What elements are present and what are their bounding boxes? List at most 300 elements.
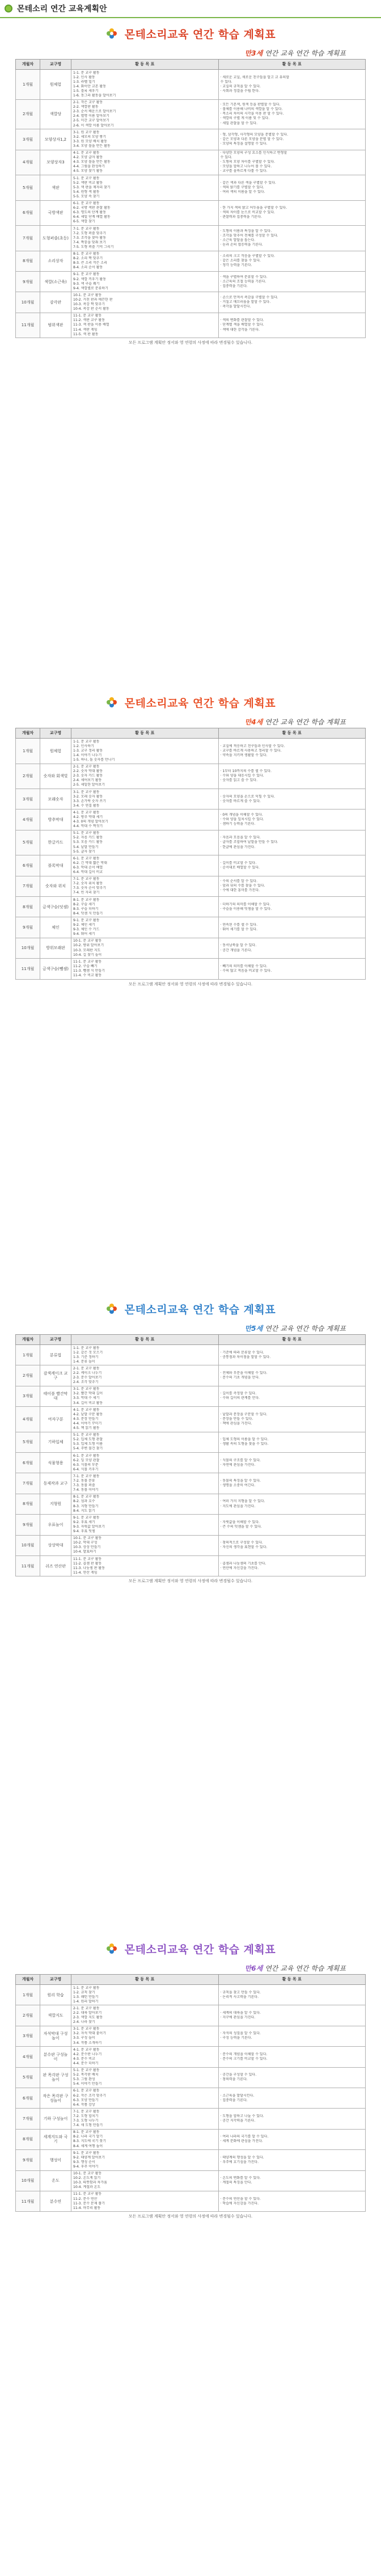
column-header: 개월차: [16, 728, 40, 739]
goal-line: · 셈하기 능력을 기른다.: [220, 822, 256, 827]
activity-line: 8-3. 구슬 더하기: [73, 907, 99, 911]
goals-cell: [218, 1535, 366, 1555]
column-header: 활 동 목 표: [71, 728, 219, 739]
month-cell: 1개월: [16, 1345, 40, 1365]
activity-line: 1-4. 분류 놀이: [73, 1359, 95, 1364]
section-subtitle-text: 연간 교육 연간 학습 계획표: [265, 1324, 346, 1333]
activity-line: 5-3. 모음 카드 활동: [73, 840, 103, 845]
unit-cell: 세계지도와 국기: [40, 2129, 71, 2149]
activity-line: 9-1. 분 교구 활동: [73, 272, 100, 277]
goals-cell: [218, 2109, 366, 2129]
unit-cell: 기하 구성놀이: [40, 2109, 71, 2129]
unit-cell: 행성이: [40, 2150, 71, 2170]
activity-line: 4-4. 막대 수 짝짓기: [73, 824, 103, 829]
activity-line: 1-3. 기준 정하기: [73, 1355, 99, 1359]
column-header: 교구명: [40, 1335, 71, 1345]
goal-line: · 모양을 합하고 나누어 볼 수 있다.: [220, 165, 272, 169]
activity-line: 7-2. 동물 분류: [73, 1479, 95, 1483]
goal-line: · 공간 지각력을 기른다.: [220, 2119, 256, 2123]
activities-cell: [71, 1386, 219, 1406]
goal-line: · 여러 나라의 국기를 알 수 있다.: [220, 2135, 269, 2139]
goals-cell: [218, 1386, 366, 1406]
activity-line: 10-2. 방위 알아보기: [73, 943, 104, 948]
month-cell: 11개월: [16, 2191, 40, 2211]
goal-line: · 생명을 소중히 여긴다.: [220, 1483, 256, 1488]
activity-line: 7-4. 빈 자리 찾기: [73, 891, 100, 895]
month-cell: 11개월: [16, 959, 40, 979]
activities-cell: [71, 1556, 219, 1576]
activity-line: 7-2. 도형 합치기: [73, 2114, 99, 2118]
activity-line: 10-1. 분 교구 활동: [73, 939, 102, 943]
unit-cell: 숫자와 위치: [40, 876, 71, 896]
unit-cell: 금색구슬(뺄셈): [40, 959, 71, 979]
month-cell: 4개월: [16, 2047, 40, 2067]
goal-line: · 교구를 바르게 사용하고 정리할 수 있다.: [220, 748, 282, 753]
table-row: [16, 251, 366, 271]
activity-line: 4-5. 책 읽기 활동: [73, 1426, 100, 1431]
unit-cell: 감각판: [40, 292, 71, 313]
month-cell: 10개월: [16, 292, 40, 313]
activity-line: 3-1. 분 교구 활동: [73, 790, 100, 794]
activity-line: 8-3. 큰 소리 작은 소리: [73, 261, 107, 265]
goal-line: · 생활 속의 도형을 찾을 수 있다.: [220, 1442, 269, 1447]
month-cell: 5개월: [16, 175, 40, 201]
activity-line: 3-1. 분 교구 활동: [73, 2027, 100, 2031]
table-row: [16, 1473, 366, 1494]
activity-line: 10-4. 촉감 판 순서 활동: [73, 307, 109, 311]
goals-cell: [218, 313, 366, 338]
activity-line: 5-2. 자음 카드 활동: [73, 836, 103, 840]
table-row: [16, 1345, 366, 1365]
table-row: [16, 876, 366, 896]
activity-line: 7-3. 동물 퍼즐: [73, 1483, 95, 1488]
month-cell: 6개월: [16, 855, 40, 876]
activities-cell: [71, 2191, 219, 2211]
activity-line: 5-2. 입체 도형 관찰: [73, 1437, 103, 1442]
activity-line: 11-4. 연산 게임: [73, 1570, 98, 1575]
activity-line: 5-3. 색 판을 제자리 찾기: [73, 185, 111, 189]
month-cell: 1개월: [16, 739, 40, 764]
column-header: 활 동 목 표: [218, 1975, 366, 1985]
activity-line: 7-2. 도형 퍼즐 맞추기: [73, 231, 107, 235]
goal-line: · 수의 순서를 알 수 있다.: [220, 879, 258, 884]
activity-line: 3-3. 구성 놀이: [73, 2036, 95, 2040]
activity-line: 10-4. 길 찾기 놀이: [73, 952, 102, 957]
month-cell: 3개월: [16, 129, 40, 150]
activity-line: 5-4. 주변 물건 찾기: [73, 1447, 103, 1451]
goals-cell: [218, 938, 366, 958]
goals-cell: [218, 959, 366, 979]
activities-cell: [71, 1535, 219, 1555]
activity-line: 7-4. 짝꿍을 맞춰 보기: [73, 240, 107, 244]
month-cell: 9개월: [16, 917, 40, 938]
goal-line: · 도형의 모양 차이를 구별할 수 있다.: [220, 160, 275, 165]
month-cell: 9개월: [16, 271, 40, 292]
section-banner-title: 몬테소리교육 연간 학습 계획표: [124, 1943, 276, 1956]
goal-line: · 사회과 정결을 수립 한다.: [220, 88, 260, 93]
table-header: [16, 1975, 366, 1985]
goal-line: · 색의 변화를 관찰할 수 있다.: [220, 318, 264, 323]
activity-line: 6-2. 잎 모양 관찰: [73, 1458, 100, 1462]
column-header: 활 동 목 표: [218, 1335, 366, 1345]
month-cell: 8개월: [16, 2129, 40, 2149]
activity-line: 11-3. 뺄셈 식 만들기: [73, 968, 105, 973]
table-row: [16, 313, 366, 338]
goal-line: · 자석의 성질을 알 수 있다.: [220, 2031, 261, 2036]
activity-line: 2-4. 조각 맞추기: [73, 1380, 99, 1385]
activity-line: 1-3. 교구 정리 활동: [73, 748, 103, 753]
column-header: 활 동 목 표: [71, 60, 219, 70]
goals-cell: [218, 2067, 366, 2088]
goals-cell: [218, 292, 366, 313]
flower-icon: [105, 1942, 118, 1955]
goals-cell: [218, 1407, 366, 1432]
goals-cell: [218, 271, 366, 292]
month-cell: 11개월: [16, 1556, 40, 1576]
activities-cell: [71, 2129, 219, 2149]
activity-line: 4-1. 분 교구 활동: [73, 1407, 100, 1412]
activity-line: 7-2. 숫자 위치 활동: [73, 882, 103, 886]
month-cell: 6개월: [16, 2088, 40, 2108]
activity-line: 1-1. 분 교구 활동: [73, 1985, 100, 1990]
activity-line: 7-1. 분 교구 활동: [73, 1474, 100, 1478]
activity-line: 6-4. 작품 감상: [73, 2102, 95, 2107]
table-footnote: 모든 프로그램 계획안 정서와 영 연령의 사정에 따라 변경될수 있습니다.: [128, 2214, 253, 2219]
goal-line: · 구슬을 이용해 덧셈을 할 수 있다.: [220, 907, 272, 911]
unit-cell: 색깔당: [40, 99, 71, 129]
activity-line: 10-1. 분 교구 활동: [73, 1536, 102, 1541]
activities-cell: [71, 1432, 219, 1452]
goals-cell: [218, 2150, 366, 2170]
section-banner-title: 몬테소리교육 연간 학습 계획표: [124, 697, 276, 710]
goals-cell: [218, 2005, 366, 2026]
activities-cell: [71, 1515, 219, 1535]
activity-line: 9-1. 분 교구 활동: [73, 1515, 100, 1520]
activity-line: 6-1. 분 교구 활동: [73, 856, 100, 861]
activities-cell: [71, 1494, 219, 1514]
table-row: [16, 99, 366, 129]
header-row: [16, 1975, 366, 1985]
goals-cell: [218, 1365, 366, 1386]
goal-line: · 뛰어 세기를 할 수 있다.: [220, 927, 258, 932]
goal-line: · 같은 모양과 다른 모양을 분별 할 수 있다.: [220, 137, 284, 141]
table-row: [16, 271, 366, 292]
unit-cell: 동제작과 교구: [40, 1473, 71, 1494]
goal-line: · 태양계의 행성을 알 수 있다.: [220, 2155, 264, 2160]
activities-cell: [71, 789, 219, 810]
activity-line: 4-1. 분 교구 활동: [73, 151, 100, 155]
unit-cell: 자석막대 구성놀이: [40, 2026, 71, 2046]
month-cell: 6개월: [16, 200, 40, 226]
goals-cell: [218, 1432, 366, 1452]
table-body: [16, 70, 366, 338]
goals-cell: [218, 789, 366, 810]
goals-cell: [218, 251, 366, 271]
month-cell: 5개월: [16, 1432, 40, 1452]
goal-line: · 규칙을 찾고 만들 수 있다.: [220, 1990, 261, 1995]
activity-line: 10-3. 상상 만들기: [73, 1545, 101, 1550]
activity-line: 11-2. 곱셈 판 활동: [73, 1561, 102, 1566]
goal-line: · 학습에 자신감을 가진다.: [220, 2201, 259, 2206]
section-age: 만6세: [244, 1964, 263, 1972]
goal-line: · 낱말과 문장을 구분할 수 있다.: [220, 1412, 268, 1416]
unit-cell: 숫자와 회색빛: [40, 764, 71, 789]
unit-cell: 방추막대: [40, 810, 71, 830]
activity-line: 4-1. 분 교구 활동: [73, 2047, 100, 2052]
activity-line: 4-3. 문장 만들기: [73, 1416, 99, 1421]
unit-cell: 한글카드: [40, 830, 71, 855]
unit-cell: 도형퍼즐(초등): [40, 226, 71, 251]
activity-line: 9-4. 뛰어 세기: [73, 932, 95, 937]
activity-line: 7-4. 새 도형 만들기: [73, 2123, 103, 2128]
page-title: 몬테소리 연간 교육계획안: [17, 5, 107, 14]
activity-line: 11-1. 분 교구 활동: [73, 1557, 102, 1561]
activity-line: 3-3. 손가락 숫자 쓰기: [73, 799, 107, 803]
goal-line: · 한 가지 색의 밝고 어두움을 구별할 수 있다.: [220, 206, 287, 210]
month-cell: 3개월: [16, 2026, 40, 2046]
activity-line: 7-1. 분 교구 활동: [73, 226, 100, 231]
goal-line: · 집중력을 기른다.: [220, 2098, 248, 2102]
month-cell: 9개월: [16, 1515, 40, 1535]
activity-line: 11-3. 분수 문제 풀기: [73, 2201, 105, 2206]
activity-line: 8-2. 섬과 호수: [73, 1499, 95, 1504]
unit-cell: 소리상자: [40, 251, 71, 271]
plan-table: [15, 59, 366, 338]
activity-line: 11-3. 나눗셈 판 활동: [73, 1566, 105, 1570]
activity-line: 6-1. 분 교구 활동: [73, 2089, 100, 2093]
activity-line: 11-1. 분 교구 활동: [73, 2192, 102, 2196]
plan-table: [15, 1974, 366, 2212]
activity-line: 5-3. 그림 완성: [73, 2077, 95, 2082]
activities-cell: [71, 313, 219, 338]
activity-line: 5-5. 모양 속 찾기: [73, 194, 100, 199]
activity-line: 1-1. 분 교구 활동: [73, 739, 100, 744]
activity-line: 4-4. 이야기 꾸미기: [73, 1421, 102, 1426]
goal-line: · 자신의 생각을 표현할 수 있다.: [220, 1545, 268, 1550]
activity-line: 7-3. 조각을 찾아 활동: [73, 235, 107, 240]
goal-line: · 색을 구별하여 분류할 수 있다.: [220, 275, 268, 279]
goal-line: · 모양의 특징을 설명할 수 있다.: [220, 141, 268, 146]
goals-cell: [218, 175, 366, 201]
activity-line: 9-2. 색깔 끼우기 활동: [73, 277, 107, 281]
month-cell: 8개월: [16, 251, 40, 271]
goal-line: · 숫자의 모양을 손으로 익힐 수 있다.: [220, 794, 275, 799]
activities-cell: [71, 959, 219, 979]
goals-cell: [218, 855, 366, 876]
activity-line: 1-3. 패턴 만들기: [73, 1995, 99, 1999]
activity-line: 8-4. 덧셈 식 만들기: [73, 911, 103, 916]
goals-cell: [218, 70, 366, 100]
activities-cell: [71, 2088, 219, 2108]
goals-cell: [218, 2026, 366, 2046]
activity-line: 9-1. 분 교구 활동: [73, 918, 100, 922]
month-cell: 2개월: [16, 1365, 40, 1386]
goals-cell: [218, 917, 366, 938]
goal-line: 수 있다.: [220, 155, 232, 160]
activity-line: 3-2. 빨간 막대 길이: [73, 1392, 103, 1396]
month-cell: 5개월: [16, 830, 40, 855]
activity-line: 6-4. 세밀 단계 배열 활동: [73, 215, 111, 220]
goal-line: · 숫자를 바르게 쓸 수 있다.: [220, 799, 261, 803]
activities-cell: [71, 251, 219, 271]
month-cell: 8개월: [16, 897, 40, 917]
goal-line: · 다양한 모양의 구성 요소를 인식하고 변형할: [220, 151, 287, 155]
activity-line: 9-4. 색깔별로 분류하기: [73, 286, 108, 290]
goal-line: · 여러 가지 지형을 알 수 있다.: [220, 1499, 265, 1504]
table-row: [16, 1365, 366, 1386]
activity-line: 6-1. 분 교구 활동: [73, 201, 100, 206]
goal-line: · 교실에 적응하고 친구들과 인사할 수 있다.: [220, 744, 285, 748]
activity-line: 8-4. 소리 순서 활동: [73, 265, 103, 270]
goal-line: · 1부터 10까지의 수를 셀 수 있다.: [220, 769, 272, 774]
goal-line: · 교실의 규칙을 알 수 있다.: [220, 84, 261, 88]
table-row: [16, 2170, 366, 2191]
goal-line: · 색에 대한 감각을 기른다.: [220, 327, 260, 332]
unit-cell: 작은 목각판 구성놀이: [40, 2088, 71, 2108]
activity-line: 6-2. 작은 조각 맞추기: [73, 2093, 107, 2098]
activity-line: 5-1. 분 교구 활동: [73, 2068, 100, 2073]
activity-line: 7-4. 동물 이야기: [73, 1488, 99, 1493]
activities-cell: [71, 764, 219, 789]
page-header: [0, 0, 381, 18]
activity-line: 11-3. 색 판을 이용 배열: [73, 323, 109, 327]
goal-line: · 색깔의 구별 게 이름 및 수 있다.: [220, 116, 270, 121]
section-age: 만4세: [244, 718, 263, 726]
activity-line: 1-4. 원리 말하기: [73, 1999, 99, 2004]
goal-line: · 입체 도형의 이름을 알 수 있다.: [220, 1437, 269, 1442]
column-header: 개월차: [16, 60, 40, 70]
goal-line: · 연속된 수를 셀 수 있다.: [220, 923, 258, 927]
table-row: [16, 830, 366, 855]
goal-line: · 더하기의 의미를 이해할 수 있다.: [220, 902, 271, 907]
activities-cell: [71, 2047, 219, 2067]
activities-cell: [71, 938, 219, 958]
unit-cell: 모래숫자: [40, 789, 71, 810]
activity-line: 4-2. 방추 막대 세기: [73, 815, 103, 819]
goal-line: · 소근육을 발달시킨다.: [220, 2093, 255, 2098]
activity-line: 3-4. 수 연결 활동: [73, 803, 100, 808]
month-cell: 9개월: [16, 2150, 40, 2170]
goal-line: · 분수의 기초 개념을 안다.: [220, 1376, 260, 1380]
goal-line: · 약속을 지키며 생활할 수 있다.: [220, 753, 268, 757]
month-cell: 7개월: [16, 876, 40, 896]
goals-cell: [218, 99, 366, 129]
goal-line: · 자릿값을 이해할 수 있다.: [220, 1520, 260, 1524]
month-cell: 7개월: [16, 2109, 40, 2129]
table-row: [16, 2150, 366, 2170]
activity-line: 9-3. 체인 수 카드: [73, 927, 100, 932]
month-cell: 10개월: [16, 1535, 40, 1555]
month-cell: 10개월: [16, 2170, 40, 2191]
goals-cell: [218, 150, 366, 175]
activity-line: 1-1. 분 교구 활동: [73, 1346, 100, 1350]
goal-line: · 구성 능력을 기른다.: [220, 2036, 252, 2040]
unit-cell: 범위색판: [40, 313, 71, 338]
goals-cell: [218, 1494, 366, 1514]
month-cell: 7개월: [16, 226, 40, 251]
unit-cell: 분류법: [40, 1345, 71, 1365]
goals-cell: [218, 810, 366, 830]
unit-cell: 여자구분: [40, 1407, 71, 1432]
goal-line: · 계절의 특징을 안다.: [220, 2181, 252, 2185]
unit-cell: 판 목각판 구성놀이: [40, 2067, 71, 2088]
activity-line: 1-5. 하나, 둘 숫자를 만나기: [73, 757, 115, 762]
activity-line: 6-3. 모양 만들기: [73, 2098, 99, 2102]
column-header: 활 동 목 표: [71, 1975, 219, 1985]
activity-line: 10-4. 발표하기: [73, 1550, 96, 1554]
goal-line: · 우주에 호기심을 가진다.: [220, 2160, 259, 2164]
goal-line: · 지도에 관심을 가진다.: [220, 1504, 256, 1508]
section-subtitle: [0, 1962, 381, 1974]
table-row: [16, 810, 366, 830]
goal-line: · 수와 길이의 관계를 안다.: [220, 1396, 260, 1401]
activity-line: 2-1. 작은 교구 활동: [73, 100, 103, 105]
activity-line: 4-1. 분 교구 활동: [73, 810, 100, 815]
activity-line: 6-2. 국방 색판 관찰 활동: [73, 206, 111, 210]
table-row: [16, 2088, 366, 2108]
flower-icon: [105, 27, 118, 40]
goal-line: · 도형의 이름과 특징을 알 수 있다.: [220, 229, 272, 233]
activity-line: 2-2. 케이크 나누기: [73, 1371, 102, 1375]
header-row: [16, 1335, 366, 1345]
goal-line: · 공통점과 차이점을 말할 수 있다.: [220, 1355, 271, 1359]
table-row: [16, 1494, 366, 1514]
activity-line: 6-3. 막대 순서 배열: [73, 865, 103, 870]
activity-line: 6-5. 색깔 찾기: [73, 220, 95, 224]
activity-line: 2-4. 별명 이름 알아보기: [73, 114, 109, 119]
activity-line: 2-3. 숫자 카드 활동: [73, 774, 103, 778]
goals-cell: [218, 830, 366, 855]
plan-table: [15, 728, 366, 980]
table-row: [16, 2005, 366, 2026]
table-row: [16, 1453, 366, 1473]
goal-line: · 창의적으로 구성할 수 있다.: [220, 1541, 263, 1545]
goal-line: · 전체와 부분을 이해할 수 있다.: [220, 1371, 268, 1375]
activity-line: 11-2. 구슬 빼기: [73, 964, 98, 968]
goals-cell: [218, 897, 366, 917]
activities-cell: [71, 2170, 219, 2191]
activity-line: 11-2. 분수 연산: [73, 2196, 98, 2201]
activity-line: 6-1. 분 교구 활동: [73, 1453, 100, 1458]
goals-cell: [218, 2088, 366, 2108]
month-cell: 4개월: [16, 1407, 40, 1432]
goal-line: · 한글에 관심을 가진다.: [220, 845, 256, 849]
goals-cell: [218, 1985, 366, 2005]
activities-cell: [71, 739, 219, 764]
goal-line: · 형, 삼각형, 사각형의 모양을 분별할 수 있다.: [220, 132, 289, 137]
unit-cell: 방위모래판: [40, 938, 71, 958]
table-row: [16, 175, 366, 201]
activity-line: 2-5. 미간 교구 알아보기: [73, 119, 109, 123]
activity-line: 3-3. 원 모양 배치 활동: [73, 139, 107, 144]
goal-line: · 청각 능력을 기른다.: [220, 263, 252, 268]
activities-cell: [71, 1985, 219, 2005]
table-footnote: 모든 프로그램 계획안 정서와 영 연령의 사정에 따라 변경될수 있습니다.: [128, 1579, 253, 1584]
activity-line: 5-3. 입체 도형 이름: [73, 1442, 103, 1447]
activity-line: 10-4. 계절과 온도: [73, 2185, 101, 2190]
table-row: [16, 855, 366, 876]
goal-line: · 식물의 구조를 알 수 있다.: [220, 1458, 261, 1462]
activity-line: 3-4. 작품 소개하기: [73, 2040, 102, 2045]
activity-line: 2-1. 분 교구 활동: [73, 2006, 100, 2010]
activities-cell: [71, 1345, 219, 1365]
table-row: [16, 1386, 366, 1406]
unit-cell: 모양상자1,2: [40, 129, 71, 150]
goal-line: · 지구에 관심을 가진다.: [220, 2016, 256, 2020]
activity-line: 8-2. 나라 국기 알기: [73, 2135, 103, 2139]
activity-line: 5-4. 이야기 만들기: [73, 2082, 102, 2086]
table-row: [16, 1556, 366, 1576]
